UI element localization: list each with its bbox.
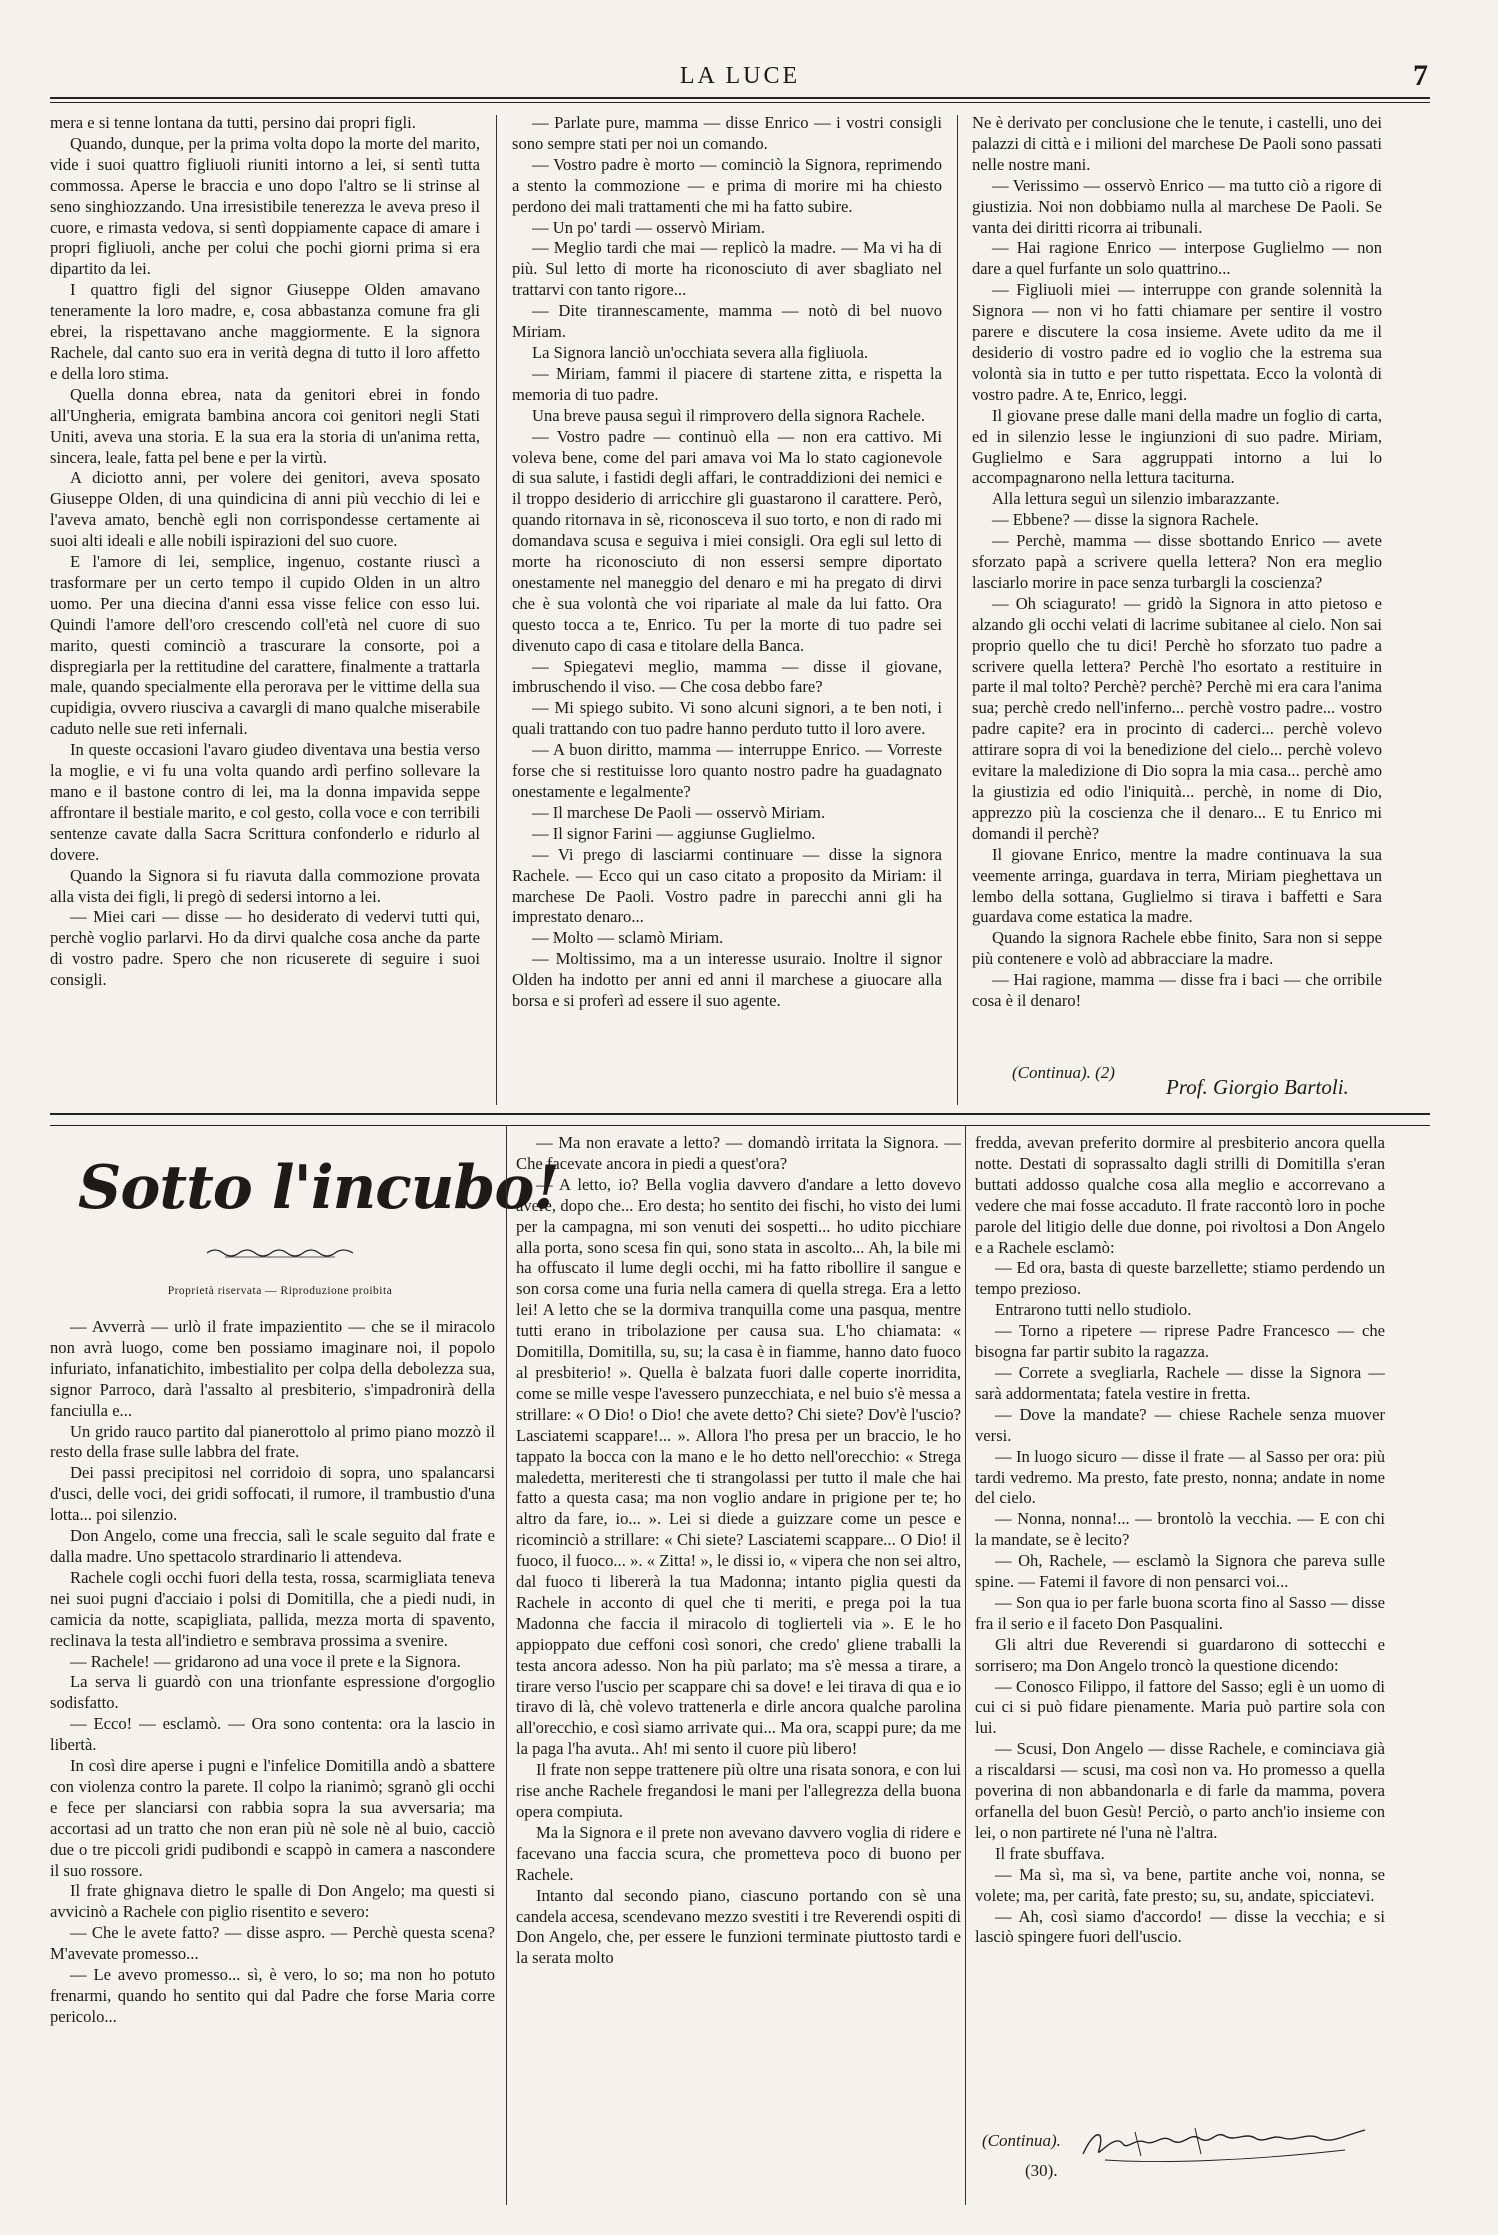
paragraph: Intanto dal secondo piano, ciascuno portando con sè una candela accesa, scendevano mezzo svestiti i tre Reverendi ospiti di Don Angelo, che, per essere le funzioni terminate piuttosto tardi e la serata molto: [516, 1885, 961, 1968]
paragraph: Il giovane prese dalle mani della madre un foglio di carta, ed in silenzio lesse le ingiunzioni di suo padre. Miriam, Guglielmo e Sara aggruppati intorno a lui lo accompagnarono nella lettura taciturna.: [972, 405, 1382, 488]
paragraph: Ne è derivato per conclusione che le tenute, i castelli, uno dei palazzi di città e i milioni del marchese De Paoli sono passati nelle nostre mani.: [972, 113, 1382, 174]
paragraph: Quando la signora Rachele ebbe finito, Sara non si seppe più contenere e volò ad abbracciare la madre.: [972, 928, 1382, 969]
paragraph: Dei passi precipitosi nel corridoio di sopra, uno spalancarsi d'usci, delle voci, dei gridi soffocati, il rumore, il trambustio d'una lotta... poi silenzio.: [50, 1463, 495, 1525]
top-story-column-3: [972, 113, 1382, 1058]
paragraph: — Vostro padre è morto — cominciò la Signora, reprimendo a stento la commozione — e prima di morire mi ha chiesto perdono dei mali trattamenti che mi ha fatto subire.: [512, 154, 942, 216]
page-number: 7: [1413, 59, 1428, 92]
paragraph: — A buon diritto, mamma — interruppe Enrico. — Vorreste forse che si restituisse loro quanto nostro padre ha guadagnato onestamente e legalmente?: [512, 740, 942, 801]
top-story-continued: (Continua). (2): [1012, 1063, 1115, 1082]
top-story-byline: Prof. Giorgio Bartoli.: [1166, 1075, 1349, 1099]
newspaper-page: [50, 55, 1430, 2215]
paragraph: — Che le avete fatto? — disse aspro. — Perchè questa scena? M'avevate promesso...: [50, 1923, 495, 1964]
paragraph: I quattro figli del signor Giuseppe Olden amavano teneramente la loro madre, e, cosa abbastanza comune fra gli ebrei, la rispettavano anche maggiormente. E la signora Rachele, dal canto suo era in verità degna di tutto il loro affetto e della loro stima.: [50, 280, 480, 383]
column-rule: [957, 115, 958, 1105]
paragraph: — Miriam, fammi il piacere di startene zitta, e rispetta la memoria di tuo padre.: [512, 363, 942, 404]
paragraph: Il frate ghignava dietro le spalle di Don Angelo; ma questi si avvicinò a Rachele con piglio risentito e severo:: [50, 1881, 495, 1922]
column-rule: [965, 1125, 966, 2205]
paragraph: — Figliuoli miei — interruppe con grande solennità la Signora — non vi ho fatti chiamare per sentire il vostro parere e discutere la cosa insieme. Avete udito da me il desiderio di vostro padre ed io voglio che la estrema sua volontà sia in tutto e per tutto rispettata. Ecco la volontà di vostro padre. A te, Enrico, leggi.: [972, 280, 1382, 404]
paragraph: — Ma sì, ma sì, va bene, partite anche voi, nonna, se volete; ma, per carità, fate presto; su, su, andate, spicciatevi.: [975, 1864, 1385, 1905]
serial-continued: (Continua).: [982, 2131, 1061, 2150]
rights-note: Proprietà riservata — Riproduzione proibita: [167, 1285, 393, 1297]
paragraph: — Torno a ripetere — riprese Padre Francesco — che bisogna far partir subito la ragazza.: [975, 1321, 1385, 1362]
paragraph: E l'amore di lei, semplice, ingenuo, costante riuscì a trasformare per un certo tempo il cupido Olden in un altro uomo. Per una diecina d'anni essa visse felice con esso lui. Quindi l'amore dell'oro crescendo coll'età nel cuore di suo marito, questi cominciò a trascurare la consorte, poi a dispregiarla per la rettitudine del carattere, finalmente a trattarla male, quando specialmente ella perorava per le vittime della sua cupidigia, ovvero riusciva a cavargli di mano qualche miserabile caduto nelle sue reti infernali.: [50, 552, 480, 739]
paragraph: In queste occasioni l'avaro giudeo diventava una bestia verso la moglie, e vi fu una volta quando ardì perfino sollevare la mano e il bastone contro di lei, ma la donna impavida seppe affrontare il bestiale marito, e col gesto, colla voce e con terribili sentenze cavate dalla Sacra Scrittura confonderlo e ridurlo al dovere.: [50, 740, 480, 864]
paragraph: — Perchè, mamma — disse sbottando Enrico — avete sforzato papà a scrivere quella lettera? Non era meglio lasciarlo morire in pace senza turbargli la coscienza?: [972, 531, 1382, 592]
paragraph: — Scusi, Don Angelo — disse Rachele, e cominciava già a riscaldarsi — scusi, ma così non va. Ho promesso a quella poverina di non abbandonarla e di farle da mamma, povera orfanella del buon Gesù! Perciò, o parto anch'io insieme con lei, o non partirete né l'una nè l'altra.: [975, 1739, 1385, 1842]
serial-column-3: [975, 1133, 1385, 2123]
paragraph: Don Angelo, come una freccia, salì le scale seguito dal frate e dalla madre. Uno spettacolo strardinario li attendeva.: [50, 1526, 495, 1566]
paragraph: Quando la Signora si fu riavuta dalla commozione provata alla vista dei figli, li pregò di sedersi intorno a lei.: [50, 865, 480, 906]
paragraph: Ma la Signora e il prete non avevano davvero voglia di ridere e facevano una faccia scura, che prometteva poco di buono per Rachele.: [516, 1822, 961, 1884]
paragraph: — Avverrà — urlò il frate impazientito — che se il miracolo non avrà luogo, come ben possiamo imaginare noi, il popolo infuriato, infanatichito, imbestialito per colpa della debolezza sua, signor Parroco, darà l'assalto al presbiterio, s'impadronirà della fanciulla e...: [50, 1317, 495, 1420]
paragraph: — Oh, Rachele, — esclamò la Signora che pareva sulle spine. — Fatemi il favore di non pensarci voi...: [975, 1551, 1385, 1592]
serial-column-2: [516, 1133, 961, 2203]
paragraph: Entrarono tutti nello studiolo.: [995, 1300, 1192, 1320]
paragraph: Quando, dunque, per la prima volta dopo la morte del marito, vide i suoi quattro figliuoli riuniti intorno a lei, si sentì tutta commossa. Aperse le braccia e uno dopo l'altro se li strinse al seno singhiozzando. Una irresistibile tenerezza le aveva preso il cuore, e rimasta vedova, si sentì doppiamente capace di amare i propri figliuoli, anche per colui che pochi giorni prima si era dipartito da lei.: [50, 133, 480, 279]
column-rule: [496, 115, 497, 1105]
top-story-column-2: [512, 113, 942, 1108]
paragraph: — Ma non eravate a letto? — domandò irritata la Signora. — Che facevate ancora in piedi a quest'ora?: [516, 1133, 961, 1173]
paragraph: — Rachele! — gridarono ad una voce il prete e la Signora.: [70, 1651, 461, 1671]
header-rule: [50, 97, 1430, 99]
section-divider: [50, 1113, 1430, 1126]
paragraph: — Mi spiego subito. Vi sono alcuni signori, a te ben noti, i quali trattando con tuo padre hanno perduto tutto il loro avere.: [512, 698, 942, 739]
paragraph: A diciotto anni, per volere dei genitori, aveva sposato Giuseppe Olden, di una quindicina di anni più vecchio di lei e l'aveva amato, benchè egli non corrispondesse certamente ai suoi alti ideali e alle nobili ispirazioni del suo cuore.: [50, 468, 480, 551]
paragraph: — Ed ora, basta di queste barzellette; stiamo perdendo un tempo prezioso.: [975, 1258, 1385, 1299]
paragraph: Il frate non seppe trattenere più oltre una risata sonora, e con lui rise anche Rachele fregandosi le mani per l'allegrezza della buona opera compiuta.: [516, 1760, 961, 1821]
serial-installment: (30).: [1025, 2161, 1058, 2180]
paragraph: — Ah, così siamo d'accordo! — disse la vecchia; e si lasciò spingere fuori dell'uscio.: [975, 1906, 1385, 1947]
paragraph: — Dite tirannescamente, mamma — notò di bel nuovo Miriam.: [512, 301, 942, 342]
paragraph: — Conosco Filippo, il fattore del Sasso; egli è un uomo di cui ci si può fidare pienamente. Maria può partire sola con lui.: [975, 1676, 1385, 1738]
author-signature: [1075, 2120, 1375, 2170]
header-rule-thin: [50, 102, 1430, 103]
paragraph: — Vi prego di lasciarmi continuare — disse la signora Rachele. — Ecco qui un caso citato a proposito da Miriam: il marchese De Paoli. Vostro padre in parecchi anni gli ha imprestato denaro...: [512, 844, 942, 927]
paragraph: mera e si tenne lontana da tutti, persino dai propri figli.: [50, 113, 416, 132]
paragraph: La Signora lanciò un'occhiata severa alla figliuola.: [532, 342, 869, 362]
paragraph: — Miei cari — disse — ho desiderato di vedervi tutti qui, perchè voglio parlarvi. Ho da dirvi qualche cosa anche da parte di vostro padre. Spero che non ricuserete di seguire i suoi consigli.: [50, 907, 480, 990]
paragraph: In così dire aperse i pugni e l'infelice Domitilla andò a sbattere con violenza contro la parete. Il colpo la rianimò; sgranò gli occhi e fece per slanciarsi con rabbia sopra la sua avversaria; ma accortasi ad un tratto che non eran più nè sole nè al buio, cacciò due o tre piccoli gridi pudibondi e scappò in camera a nascondere il suo rossore.: [50, 1756, 495, 1880]
paragraph: — Parlate pure, mamma — disse Enrico — i vostri consigli sono sempre stati per noi un comando.: [512, 113, 942, 153]
paragraph: Il frate sbuffava.: [995, 1843, 1105, 1863]
paragraph: Rachele cogli occhi fuori della testa, rossa, scarmigliata teneva nei suoi pugni d'acciaio i polsi di Domitilla, che a piedi nudi, in camicia da notte, scapigliata, pallida, mezza morta di spavento, reclinava la testa all'indietro e sembrava prossima a svenire.: [50, 1567, 495, 1650]
paragraph: — Spiegatevi meglio, mamma — disse il giovane, imbruschendo il viso. — Che cosa debbo fare?: [512, 656, 942, 697]
paragraph: — Molto — sclamò Miriam.: [532, 928, 724, 948]
paragraph: — Moltissimo, ma a un interesse usuraio. Inoltre il signor Olden ha indotto per anni ed anni il marchese a giuocare alla borsa e si proferì ad essere il suo agente.: [512, 949, 942, 1011]
paragraph: — Nonna, nonna!... — brontolò la vecchia. — E con chi la mandate, se è lecito?: [975, 1509, 1385, 1550]
top-story-column-1: [50, 113, 480, 1108]
paragraph: — In luogo sicuro — disse il frate — al Sasso per ora: più tardi vedremo. Ma presto, fate presto, nonna; andate in nome del cielo.: [975, 1446, 1385, 1508]
paragraph: — Meglio tardi che mai — replicò la madre. — Ma vi ha di più. Sul letto di morte ha riconosciuto di aver sbagliato nel trattarvi con tanto rigore...: [512, 238, 942, 300]
paragraph: — Correte a svegliarla, Rachele — disse la Signora — sarà addormentata; fatela vestire in fretta.: [975, 1362, 1385, 1403]
paragraph: — Verissimo — osservò Enrico — ma tutto ciò a rigore di giustizia. Noi non dobbiamo nulla al marchese De Paoli. Se vanta dei diritti ricorra ai tribunali.: [972, 175, 1382, 237]
paragraph: Alla lettura seguì un silenzio imbarazzante.: [992, 489, 1280, 509]
paragraph: — Dove la mandate? — chiese Rachele senza muover versi.: [975, 1404, 1385, 1445]
paragraph: La serva li guardò con una trionfante espressione d'orgoglio sodisfatto.: [50, 1672, 495, 1713]
paragraph: — Le avevo promesso... sì, è vero, lo so; ma non ho potuto frenarmi, quando ho sentito qui dal Padre che forse Maria corre pericolo...: [50, 1965, 495, 2026]
paragraph: — Ecco! — esclamò. — Ora sono contenta: ora la lascio in libertà.: [50, 1714, 495, 1755]
running-head: [50, 59, 1430, 93]
paragraph: Il giovane Enrico, mentre la madre continuava la sua veemente arringa, guardava in terra, Miriam pieghettava un lembo della sottana, Guglielmo si tirava i baffetti e Sara guardava come estatica la madre.: [972, 844, 1382, 927]
paragraph: — Il marchese De Paoli — osservò Miriam.: [532, 802, 826, 822]
paragraph: — Hai ragione Enrico — interpose Guglielmo — non dare a quel furfante un solo quattrino...: [972, 238, 1382, 279]
paragraph: — Ebbene? — disse la signora Rachele.: [992, 510, 1259, 530]
paragraph: — A letto, io? Bella voglia davvero d'andare a letto dovevo avere, dopo che... Ero desta; ho sentito dei fischi, ho visto dei lumi per la campagna, mi son venuti dei sospetti... ho udito picchiare alla porta, sono scesa fin qui, sono stata in ascolto... Ah, la bile mi ha offuscato il lume degli occhi, mi ha fatto ribollire il sangue e son corsa come una furia nella camera di quella strega. Era a letto lei! A letto che se la dormiva tranquilla come una pasqua, mentre tutti erano in tribolazione per causa sua. L'ho chiamata: « Domitilla, Domitilla, su, su; la casa è in fiamme, hanno dato fuoco al presbiterio! ». Quella è balzata fuori dalle coperte inorridita, come se mille vespe l'avessero punzecchiata, e nel buio s'è messa a strillare: « O Dio! o Dio! che avete detto? Chi siete? Dov'è l'uscio? Lasciatemi scappare!... ». Allora l'ho presa per un braccio, le ho tappato la bocca con la mano e le ho detto nell'orecchio: « Strega maledetta, meriteresti che ti strangolassi per tutto il male che hai fatto a questa casa; ma non voglio andare in prigione per te; ho altro da fare, io... ». Lei si diede a guizzare come un pesce e ricominciò a strillare: « Chi siete? Lasciatemi scappare... O Dio! il fuoco, il fuoco... ». « Zitta! », le dissi io, « vipera che non sei altro, dal fuoco ti libererà la tua Madonna; intanto piglia questi da Rachele in acconto di quel che ti meriti, e prega poi la tua Madonna che faccia il miracolo di toglierteli via ». E le ho appioppato due ceffoni così sonori, che credo' gliene traballi la testa ancora adesso. Non ha più parlato; ma s'è messa a tirare, a tirare verso l'uscio per scappare chi sa dove! e lei tirava di qua e io tiravo di là, chè volevo trattenerla e dirle ancora qualche parolina all'orecchio, e così siamo arrivate qui... Ma ora, scappi pure; da me la paga l'ha avuta.. Ah! mi sento il cuore più libero!: [516, 1174, 961, 1759]
title-flourish-ornament: [205, 1245, 355, 1261]
paragraph: — Oh sciagurato! — gridò la Signora in atto pietoso e alzando gli occhi velati di lacrime subitanee al cielo. Non sai proprio quello che tu dici! Perchè ho sforzato tuo padre a scrivere quella lettera? Perchè l'ho esortato a restituire in parte il mal tolto? Perchè? perchè? Perchè mi era cara l'anima sua; perchè credo nell'inferno... perchè vostro padre... vostro padre capite? era in procinto di caderci... perchè volevo attirare sopra di voi la benedizione del cielo... perchè volevo evitare la maledizione di Dio sopra la mia casa... perchè amo la giustizia ed odio l'iniquità... perchè, in nome di Dio, apprezzo più la coscienza che il denaro... E tu Enrico mi domandi il perchè?: [972, 593, 1382, 843]
column-rule: [506, 1125, 507, 2205]
paragraph: fredda, avevan preferito dormire al presbiterio ancora quella notte. Destati di soprassalto dagli strilli di Domitilla s'eran buttati addosso qualche cosa alla meglio e accorrevano a vedere che mai fosse accaduto. Il frate raccontò loro in poche parole del litigio delle due donne, poi rivoltosi a Don Angelo e a Rachele esclamò:: [975, 1133, 1385, 1257]
paragraph: — Il signor Farini — aggiunse Guglielmo.: [532, 823, 816, 843]
running-title: LA LUCE: [679, 63, 801, 89]
serial-column-1: [50, 1317, 495, 2197]
serial-title: Sotto l'incubo!: [78, 1153, 559, 1223]
paragraph: — Un po' tardi — osservò Miriam.: [532, 217, 765, 237]
paragraph: — Vostro padre — continuò ella — non era cattivo. Mi voleva bene, come del pari amava voi Ma lo stato cagionevole di sua salute, i fastidi degli affari, le contraddizioni dei nemici e il troppo desiderio di arricchire gli guastarono il carattere. Però, quando ritornava in sè, riconosceva il suo torto, e non di rado mi domandava scusa e seguiva i miei consigli. Ora egli sul letto di morte ha riconosciuto di non essersi sempre diportato onestamente nel maneggio del denaro e mi ha pregato di dirvi che è sua volontà che voi ripariate al male da lui fatto. Ora questo tocca a te, Enrico. Tu per la morte di tuo padre sei divenuto capo di casa e titolare della Banca.: [512, 426, 942, 655]
paragraph: — Son qua io per farle buona scorta fino al Sasso — disse fra il serio e il faceto Don Pasqualini.: [975, 1592, 1385, 1633]
paragraph: Gli altri due Reverendi si guardarono di sottecchi e sorrisero; ma Don Angelo troncò la questione dicendo:: [975, 1634, 1385, 1675]
paragraph: Un grido rauco partito dal pianerottolo al primo piano mozzò il resto della frase sulle labbra del frate.: [50, 1421, 495, 1462]
paragraph: Quella donna ebrea, nata da genitori ebrei in fondo all'Ungheria, emigrata bambina ancora coi genitori negli Stati Uniti, aveva una storia. E la sua era la storia di un'anima retta, sincera, leale, fatta pel bene e per la virtù.: [50, 384, 480, 467]
paragraph: Una breve pausa seguì il rimprovero della signora Rachele.: [532, 405, 926, 425]
paragraph: — Hai ragione, mamma — disse fra i baci — che orribile cosa è il denaro!: [972, 970, 1382, 1011]
